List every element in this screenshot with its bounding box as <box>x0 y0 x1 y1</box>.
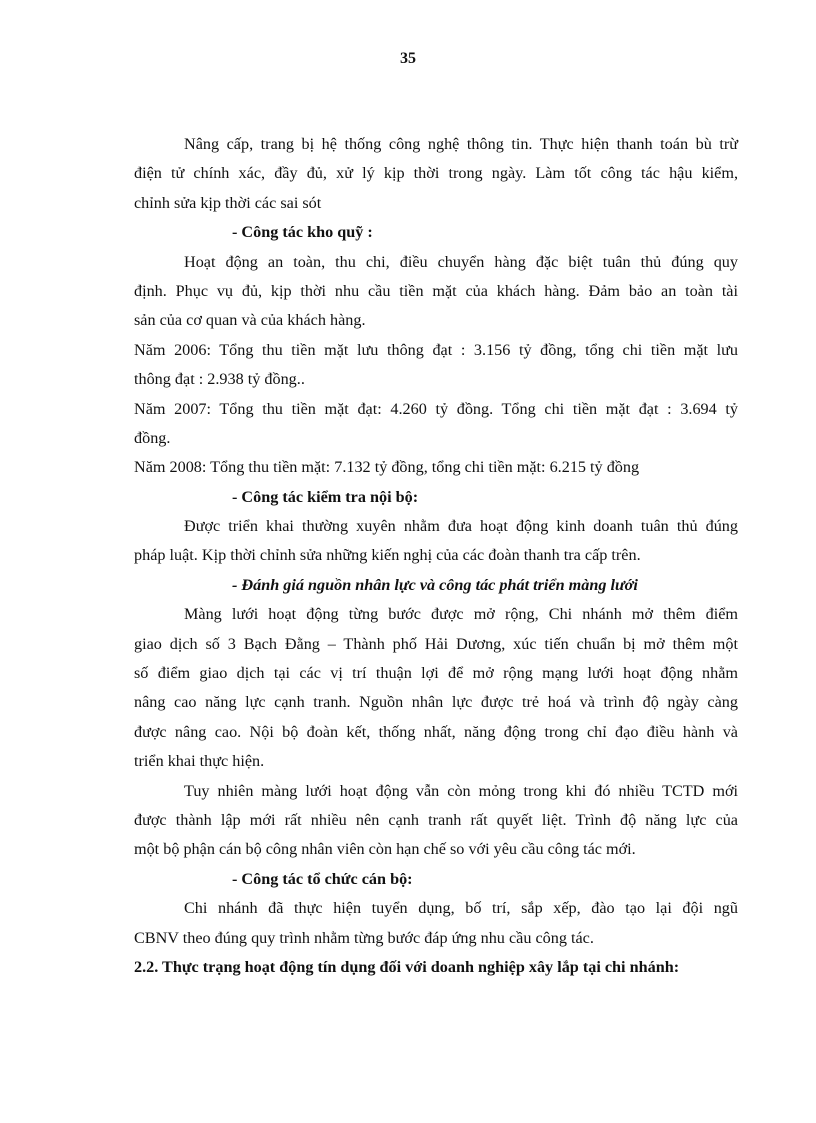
paragraph-line: định. Phục vụ đủ, kịp thời nhu cầu tiền mặt của khách hàng. Đảm bảo an toàn tài <box>134 281 738 300</box>
subsection-heading: 2.2. Thực trạng hoạt động tín dụng đối với doanh nghiệp xây lắp tại chi nhánh: <box>134 957 680 976</box>
paragraph-line: Được triển khai thường xuyên nhằm đưa hoạt động kinh doanh tuân thủ đúng <box>184 517 738 536</box>
paragraph-line: CBNV theo đúng quy trình nhằm từng bước đáp ứng nhu cầu công tác. <box>134 928 594 947</box>
paragraph-line: Tuy nhiên màng lưới hoạt động vẫn còn mỏng trong khi đó nhiều TCTD mới <box>184 781 738 800</box>
section-heading: - Công tác tổ chức cán bộ: <box>232 869 413 888</box>
paragraph-line: nâng cao năng lực cạnh tranh. Nguồn nhân lực được trẻ hoá và trình độ ngày càng <box>134 693 738 712</box>
paragraph-line: được nâng cao. Nội bộ đoàn kết, thống nhất, năng động trong chỉ đạo điều hành và <box>134 722 738 741</box>
paragraph-line: Màng lưới hoạt động từng bước được mở rộng, Chi nhánh mở thêm điểm <box>184 605 738 624</box>
paragraph-line: Hoạt động an toàn, thu chi, điều chuyển hàng đặc biệt tuân thủ đúng quy <box>184 252 738 271</box>
paragraph-line: một bộ phận cán bộ công nhân viên còn hạn chế so với yêu cầu công tác mới. <box>134 840 636 859</box>
paragraph-line: số điểm giao dịch tại các vị trí thuận lợi để mở rộng mạng lưới hoạt động nhằm <box>134 664 738 683</box>
paragraph-line: triển khai thực hiện. <box>134 752 265 771</box>
paragraph-line: thông đạt : 2.938 tỷ đồng.. <box>134 370 305 389</box>
section-heading: - Đánh giá nguồn nhân lực và công tác phát triển màng lưới <box>232 575 638 594</box>
paragraph-line: Năm 2008: Tổng thu tiền mặt: 7.132 tỷ đồng, tổng chi tiền mặt: 6.215 tỷ đồng <box>134 458 640 477</box>
paragraph-line: Chi nhánh đã thực hiện tuyển dụng, bố trí, sắp xếp, đào tạo lại đội ngũ <box>184 899 738 918</box>
paragraph-line: pháp luật. Kịp thời chỉnh sửa những kiến nghị của các đoàn thanh tra cấp trên. <box>134 546 641 565</box>
paragraph-line: Năm 2006: Tổng thu tiền mặt lưu thông đạt : 3.156 tỷ đồng, tổng chi tiền mặt lưu <box>134 340 738 359</box>
paragraph-line: giao dịch số 3 Bạch Đằng – Thành phố Hải Dương, xúc tiến chuẩn bị mở thêm một <box>134 634 738 653</box>
document-body <box>134 130 738 982</box>
paragraph-line: chỉnh sửa kịp thời các sai sót <box>134 193 322 212</box>
paragraph-line: đồng. <box>134 428 171 447</box>
page-number: 35 <box>400 50 416 67</box>
paragraph-line: Năm 2007: Tổng thu tiền mặt đạt: 4.260 tỷ đồng. Tổng chi tiền mặt đạt : 3.694 tỷ <box>134 399 738 418</box>
paragraph-line: điện tử chính xác, đầy đủ, xử lý kịp thời trong ngày. Làm tốt công tác hậu kiểm, <box>134 164 738 183</box>
section-heading: - Công tác kiểm tra nội bộ: <box>232 487 419 506</box>
paragraph-line: sản của cơ quan và của khách hàng. <box>134 311 366 330</box>
paragraph-line: được thành lập mới rất nhiều nên cạnh tranh rất quyết liệt. Trình độ năng lực của <box>134 810 738 829</box>
paragraph-line: Nâng cấp, trang bị hệ thống công nghệ thông tin. Thực hiện thanh toán bù trừ <box>184 135 738 153</box>
section-heading: - Công tác kho quỹ : <box>232 223 373 242</box>
